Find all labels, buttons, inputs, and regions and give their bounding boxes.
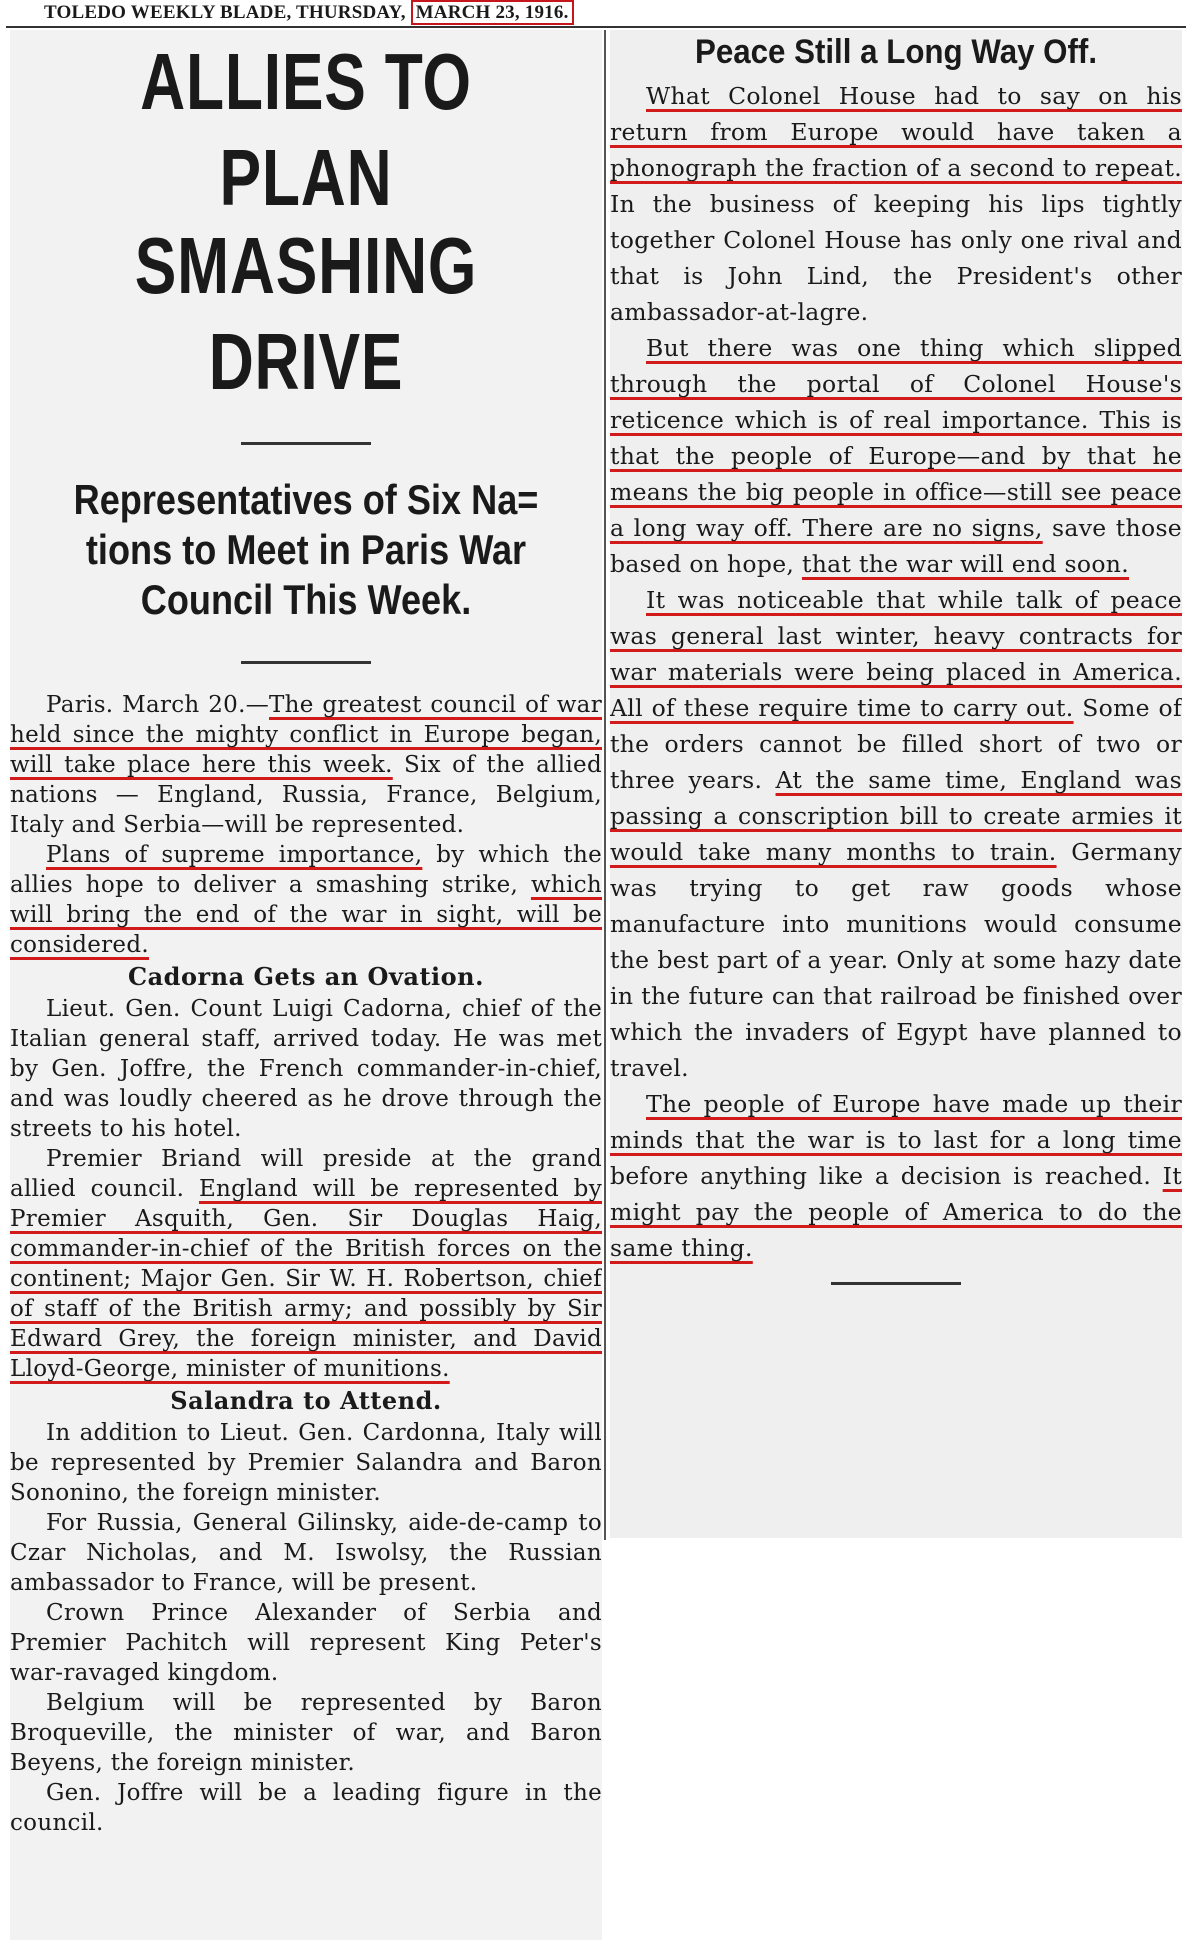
masthead-title: TOLEDO WEEKLY BLADE, THURSDAY, <box>44 2 411 23</box>
right-headline: Peace Still a Long Way Off. <box>694 33 1098 71</box>
subhead-line3: Council This Week. <box>140 576 472 623</box>
highlighted-text: At the same time, England was passing a conscription bill to create armies it would take many months to train. <box>610 766 1182 866</box>
highlighted-text: But there was one thing which slipped through the portal of Colonel House's reticence which is of real importance. This is that the people of Europe—and by that he means the big people in office—still see peace a long way off. There are no signs, <box>610 334 1182 542</box>
article-end-rule <box>831 1282 961 1285</box>
highlighted-text: The greatest council of war held since the mighty conflict in Europe began, will take place here this week. <box>10 692 602 778</box>
right-paragraph-2: But there was one thing which slipped through the portal of Colonel House's reticence which is of real importance. This is that the people of Europe—and by that he means the big people in office—still see peace a long way off. There are no signs, save those based on hope, that the war will end soon. <box>610 334 1182 578</box>
left-paragraph-9: Gen. Joffre will be a leading figure in the council. <box>10 1780 602 1836</box>
right-paragraph-3: It was noticeable that while talk of peace was general last winter, heavy contracts for war materials were being placed in America. All of these require time to carry out. Some of the orders cannot be filled short of two or three years. At the same time, England was passing a conscription bill to create armies it would take many months to train. Germany was trying to get raw goods whose manufacture into munitions would consume the best part of a year. Only at some hazy date in the future can that railroad be finished over which the invaders of Egypt have planned to travel. <box>610 586 1182 1082</box>
right-paragraph-4: The people of Europe have made up their minds that the war is to last for a long time before anything like a decision is reached. It might pay the people of America to do the same thing. <box>610 1090 1182 1262</box>
column-divider <box>604 30 606 1540</box>
highlighted-text: which will bring the end of the war in sight, will be considered. <box>10 872 602 958</box>
left-paragraph-2: Plans of supreme importance, by which the allies hope to deliver a smashing strike, which will bring the end of the war in sight, will be considered. <box>10 842 602 958</box>
left-paragraph-3: Lieut. Gen. Count Luigi Cadorna, chief of the Italian general staff, arrived today. He was met by Gen. Joffre, the French commander-in-chief, and was loudly cheered as he drove through the streets to his hotel. <box>10 996 602 1142</box>
left-paragraph-7: Crown Prince Alexander of Serbia and Premier Pachitch will represent King Peter's war-ravaged kingdom. <box>10 1600 602 1686</box>
section-heading-salandra: Salandra to Attend. <box>170 1386 442 1415</box>
left-column <box>10 30 602 1940</box>
highlighted-text: that the war will end soon. <box>801 550 1130 578</box>
highlighted-text: It was noticeable that while talk of peace was general last winter, heavy contracts for war materials were being placed in America. All of these require time to carry out. <box>610 586 1182 722</box>
section-heading-cadorna: Cadorna Gets an Ovation. <box>128 962 484 991</box>
right-paragraph-1: What Colonel House had to say on his return from Europe would have taken a phonograph the fraction of a second to repeat. In the business of keeping his lips tightly together Colonel House has only one rival and that is John Lind, the President's other ambassador-at-lagre. <box>610 82 1182 326</box>
masthead-date: MARCH 23, 1916. <box>411 0 574 25</box>
main-headline-line2: SMASHING DRIVE <box>134 221 478 406</box>
highlighted-text: England will be represented by Premier Asquith, Gen. Sir Douglas Haig, commander-in-chief of the British forces on the continent; Major Gen. Sir W. H. Robertson, chief of staff of the British army; and possibly by Sir Edward Grey, the foreign minister, and David Lloyd-George, minister of munitions. <box>10 1176 602 1382</box>
highlighted-text: The people of Europe have made up their minds that the war is to last for a long time <box>610 1090 1182 1154</box>
highlighted-text: It might pay the people of America to do the same thing. <box>610 1162 1182 1262</box>
highlighted-text: What Colonel House had to say on his return from Europe would have taken a phonograph the fraction of a second to repeat. <box>610 82 1182 182</box>
right-column <box>610 30 1182 1538</box>
masthead-rule <box>6 26 1186 28</box>
left-paragraph-6: For Russia, General Gilinsky, aide-de-camp to Czar Nicholas, and M. Iswolsy, the Russian ambassador to France, will be present. <box>10 1510 602 1596</box>
highlighted-text: Plans of supreme importance, <box>46 842 423 868</box>
subhead-line1: Representatives of Six Na= <box>73 476 539 523</box>
subhead-line2: tions to Meet in Paris War <box>85 526 527 573</box>
masthead <box>44 0 574 26</box>
left-paragraph-8: Belgium will be represented by Baron Broqueville, the minister of war, and Baron Beyens, the foreign minister. <box>10 1690 602 1776</box>
main-headline-line1: ALLIES TO PLAN <box>140 37 472 222</box>
left-paragraph-4: Premier Briand will preside at the grand allied council. England will be represented by Premier Asquith, Gen. Sir Douglas Haig, commander-in-chief of the British forces on the continent; Major Gen. Sir W. H. Robertson, chief of staff of the British army; and possibly by Sir Edward Grey, the foreign minister, and David Lloyd-George, minister of munitions. <box>10 1146 602 1382</box>
left-paragraph-5: In addition to Lieut. Gen. Cardonna, Italy will be represented by Premier Salandra and Baron Sononino, the foreign minister. <box>10 1420 602 1506</box>
left-paragraph-1: Paris. March 20.—The greatest council of war held since the mighty conflict in Europe began, will take place here this week. Six of the allied nations — England, Russia, France, Belgium, Italy and Serbia—will be represented. <box>10 692 602 838</box>
